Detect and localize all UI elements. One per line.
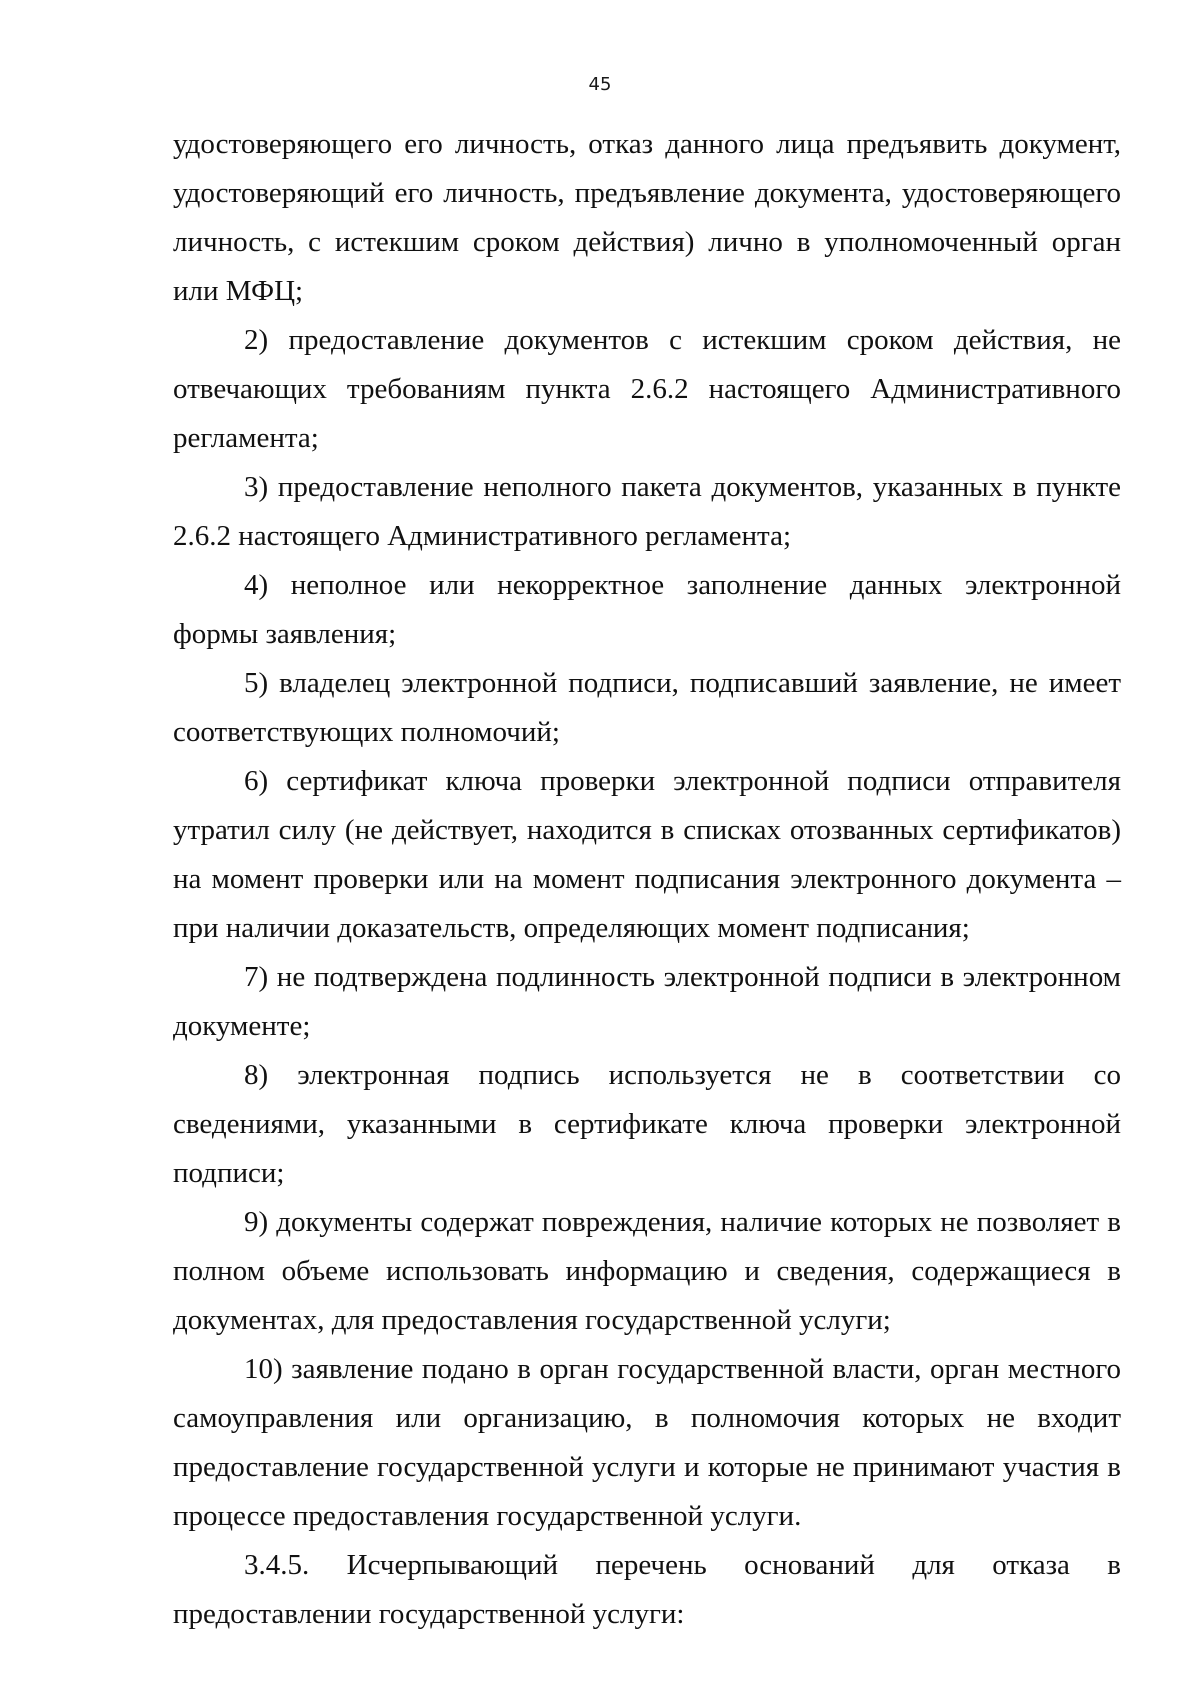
list-item-4: 4) неполное или некорректное заполнение данных электронной формы заявления; [173, 569, 1121, 650]
list-item-8: 8) электронная подпись используется не в соответствии со сведениями, указанными в сертификате ключа проверки электронной подписи; [173, 1059, 1121, 1189]
section-heading-3-4-5: 3.4.5. Исчерпывающий перечень оснований для отказа в предоставлении государственной услуги: [173, 1549, 1121, 1630]
list-item-7: 7) не подтверждена подлинность электронной подписи в электронном документе; [173, 961, 1121, 1042]
list-item-6: 6) сертификат ключа проверки электронной подписи отправителя утратил силу (не действует, находится в списках отозванных сертификатов) на момент проверки или на момент подписания электронного документа – при наличии доказательств, определяющих момент подписания; [173, 765, 1121, 944]
paragraph-continuation: удостоверяющего его личность, отказ данного лица предъявить документ, удостоверяющий его личность, предъявление документа, удостоверяющего личность, с истекшим сроком действия) лично в уполномоченный орган или МФЦ; [173, 128, 1121, 307]
list-item-10: 10) заявление подано в орган государственной власти, орган местного самоуправления или организацию, в полномочия которых не входит предоставление государственной услуги и которые не принимают участия в процессе предоставления государственной услуги. [173, 1353, 1121, 1532]
list-item-9: 9) документы содержат повреждения, наличие которых не позволяет в полном объеме использовать информацию и сведения, содержащиеся в документах, для предоставления государственной услуги; [173, 1206, 1121, 1336]
document-body [173, 120, 1121, 1639]
list-item-5: 5) владелец электронной подписи, подписавший заявление, не имеет соответствующих полномочий; [173, 667, 1121, 748]
list-item-2: 2) предоставление документов с истекшим сроком действия, не отвечающих требованиям пункта 2.6.2 настоящего Административного регламента; [173, 324, 1121, 454]
page-number: 45 [588, 74, 612, 95]
list-item-3: 3) предоставление неполного пакета документов, указанных в пункте 2.6.2 настоящего Административного регламента; [173, 471, 1121, 552]
